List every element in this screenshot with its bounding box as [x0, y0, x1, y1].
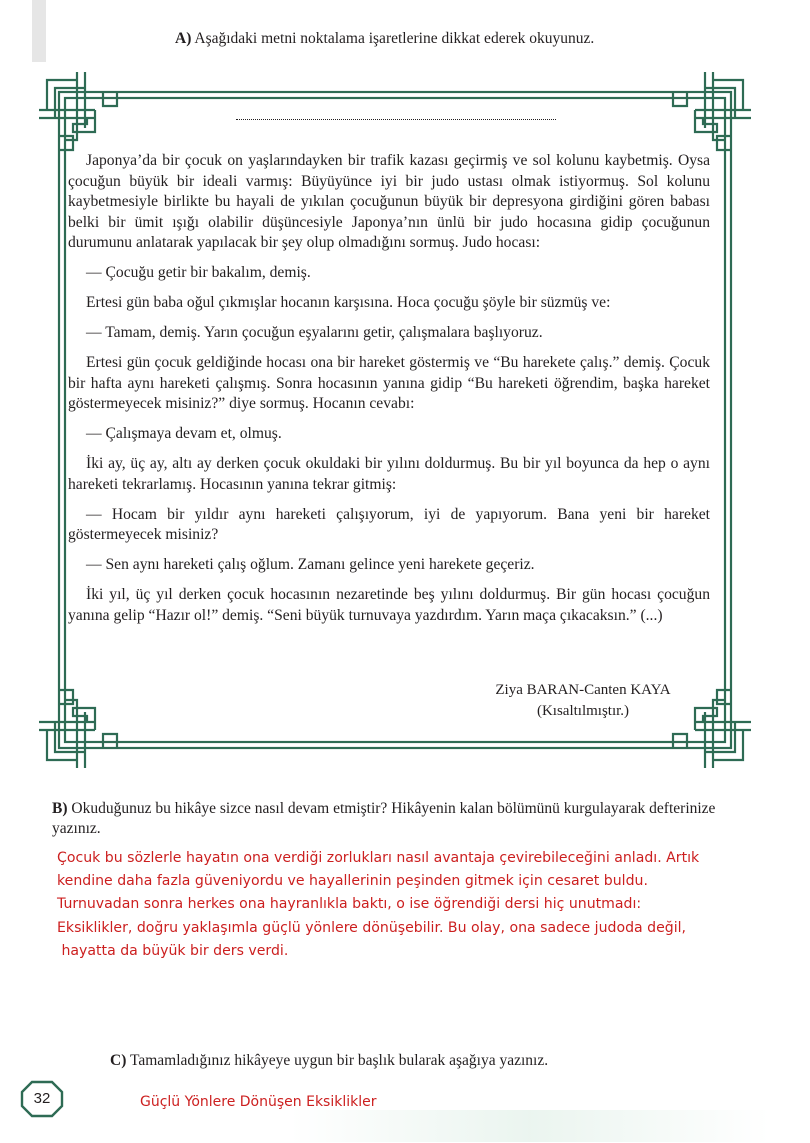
- instruction-b-label: B): [52, 800, 68, 817]
- instruction-c-label: C): [110, 1052, 127, 1069]
- title-blank-line: [236, 119, 556, 120]
- answer-line: Eksiklikler, doğru yaklaşımla güçlü yönlere dönüşebilir. Bu olay, ona sadece judoda değil,: [57, 919, 687, 936]
- page-number: 32: [33, 1090, 51, 1107]
- story-paragraph: — Çocuğu getir bir bakalım, demiş.: [86, 264, 311, 281]
- scan-smudge: [290, 1110, 770, 1142]
- instruction-c: [110, 1051, 548, 1071]
- story-paragraph: — Hocam bir yıldır aynı hareketi çalışıyorum, iyi de yapıyorum. Bana yeni bir hareket göstermeyecek misiniz?: [68, 505, 710, 543]
- answer-line: hayatta da büyük bir ders verdi.: [57, 942, 289, 959]
- answer-line: Çocuk bu sözlerle hayatın ona verdiği zorlukları nasıl avantaja çevirebileceğini anladı. Artık: [57, 850, 700, 866]
- instruction-b-text: Okuduğunuz bu hikâye sizce nasıl devam etmiştir? Hikâyenin kalan bölümünü kurgulayarak defterinize yazınız.: [52, 800, 716, 837]
- answer-line: Turnuvadan sonra herkes ona hayranlıkla baktı, o ise öğrendiği dersi hiç unutmadı:: [57, 896, 642, 913]
- instruction-a-text: Aşağıdaki metni noktalama işaretlerine dikkat ederek okuyunuz.: [194, 30, 595, 47]
- abridged-note: (Kısaltılmıştır.): [536, 703, 630, 719]
- author-name: Ziya BARAN-Canten KAYA: [495, 682, 671, 698]
- handwritten-answer: [57, 847, 757, 963]
- instruction-a-label: A): [175, 30, 192, 47]
- story-paragraph: İki ay, üç ay, altı ay derken çocuk okuldaki bir yılını doldurmuş. Bu bir yıl boyunca da hep o aynı hareketi tekrarlamış. Hocasının yanına tekrar gitmiş:: [68, 455, 710, 493]
- instruction-a: [175, 29, 594, 49]
- story-paragraph: — Çalışmaya devam et, olmuş.: [86, 425, 282, 442]
- story-paragraph: — Sen aynı hareketi çalış oğlum. Zamanı gelince yeni harekete geçeriz.: [86, 556, 535, 573]
- instruction-b: [52, 799, 752, 839]
- story-paragraph: Ertesi gün çocuk geldiğinde hocası ona bir hareket göstermiş ve “Bu harekete çalış.” demiş. Çocuk bir hafta aynı hareketi çalışmış. Sonra hocasının yanına gidip “Bu hareketi öğrendim, başka hareket göstermeyecek misiniz?” diye sormuş. Hocanın cevabı:: [68, 354, 710, 412]
- story-text: [68, 151, 710, 636]
- page-number-badge: [20, 1080, 64, 1118]
- story-paragraph: — Tamam, demiş. Yarın çocuğun eşyalarını getir, çalışmalara başlıyoruz.: [86, 324, 543, 341]
- instruction-c-text: Tamamladığınız hikâyeye uygun bir başlık bularak aşağıya yazınız.: [129, 1052, 549, 1069]
- story-source: [483, 680, 683, 722]
- page-edge-tab: [32, 0, 46, 62]
- handwritten-title: Güçlü Yönlere Dönüşen Eksiklikler: [140, 1094, 377, 1110]
- story-paragraph: Ertesi gün baba oğul çıkmışlar hocanın karşısına. Hoca çocuğu şöyle bir süzmüş ve:: [86, 294, 611, 311]
- story-paragraph: Japonya’da bir çocuk on yaşlarındayken bir trafik kazası geçirmiş ve sol kolunu kaybetmiş. Oysa çocuğun büyük bir ideali varmış: Büyüyünce iyi bir judo ustası olmak istiyormuş. Sol kolunu kaybetmesiyle birlikte bu hayali de yıkılan çocuğunun büyük bir depresyona girdiğini gören babası belki bir ümit ışığı olabilir düşüncesiyle Japonya’nın ünlü bir judo hocasına gidip çocuğunun durumunu anlatarak yapılacak bir şey olup olmadığını sormuş. Judo hocası:: [68, 152, 710, 251]
- story-paragraph: İki yıl, üç yıl derken çocuk hocasının nezaretinde beş yılını doldurmuş. Bir gün hocası çocuğun yanına gelip “Hazır ol!” demiş. “Seni büyük turnuvaya yazdırdım. Yarın maça çıkacaksın.” (...): [68, 586, 710, 624]
- answer-line: kendine daha fazla güveniyordu ve hayallerinin peşinden gitmek için cesaret buldu.: [57, 873, 648, 890]
